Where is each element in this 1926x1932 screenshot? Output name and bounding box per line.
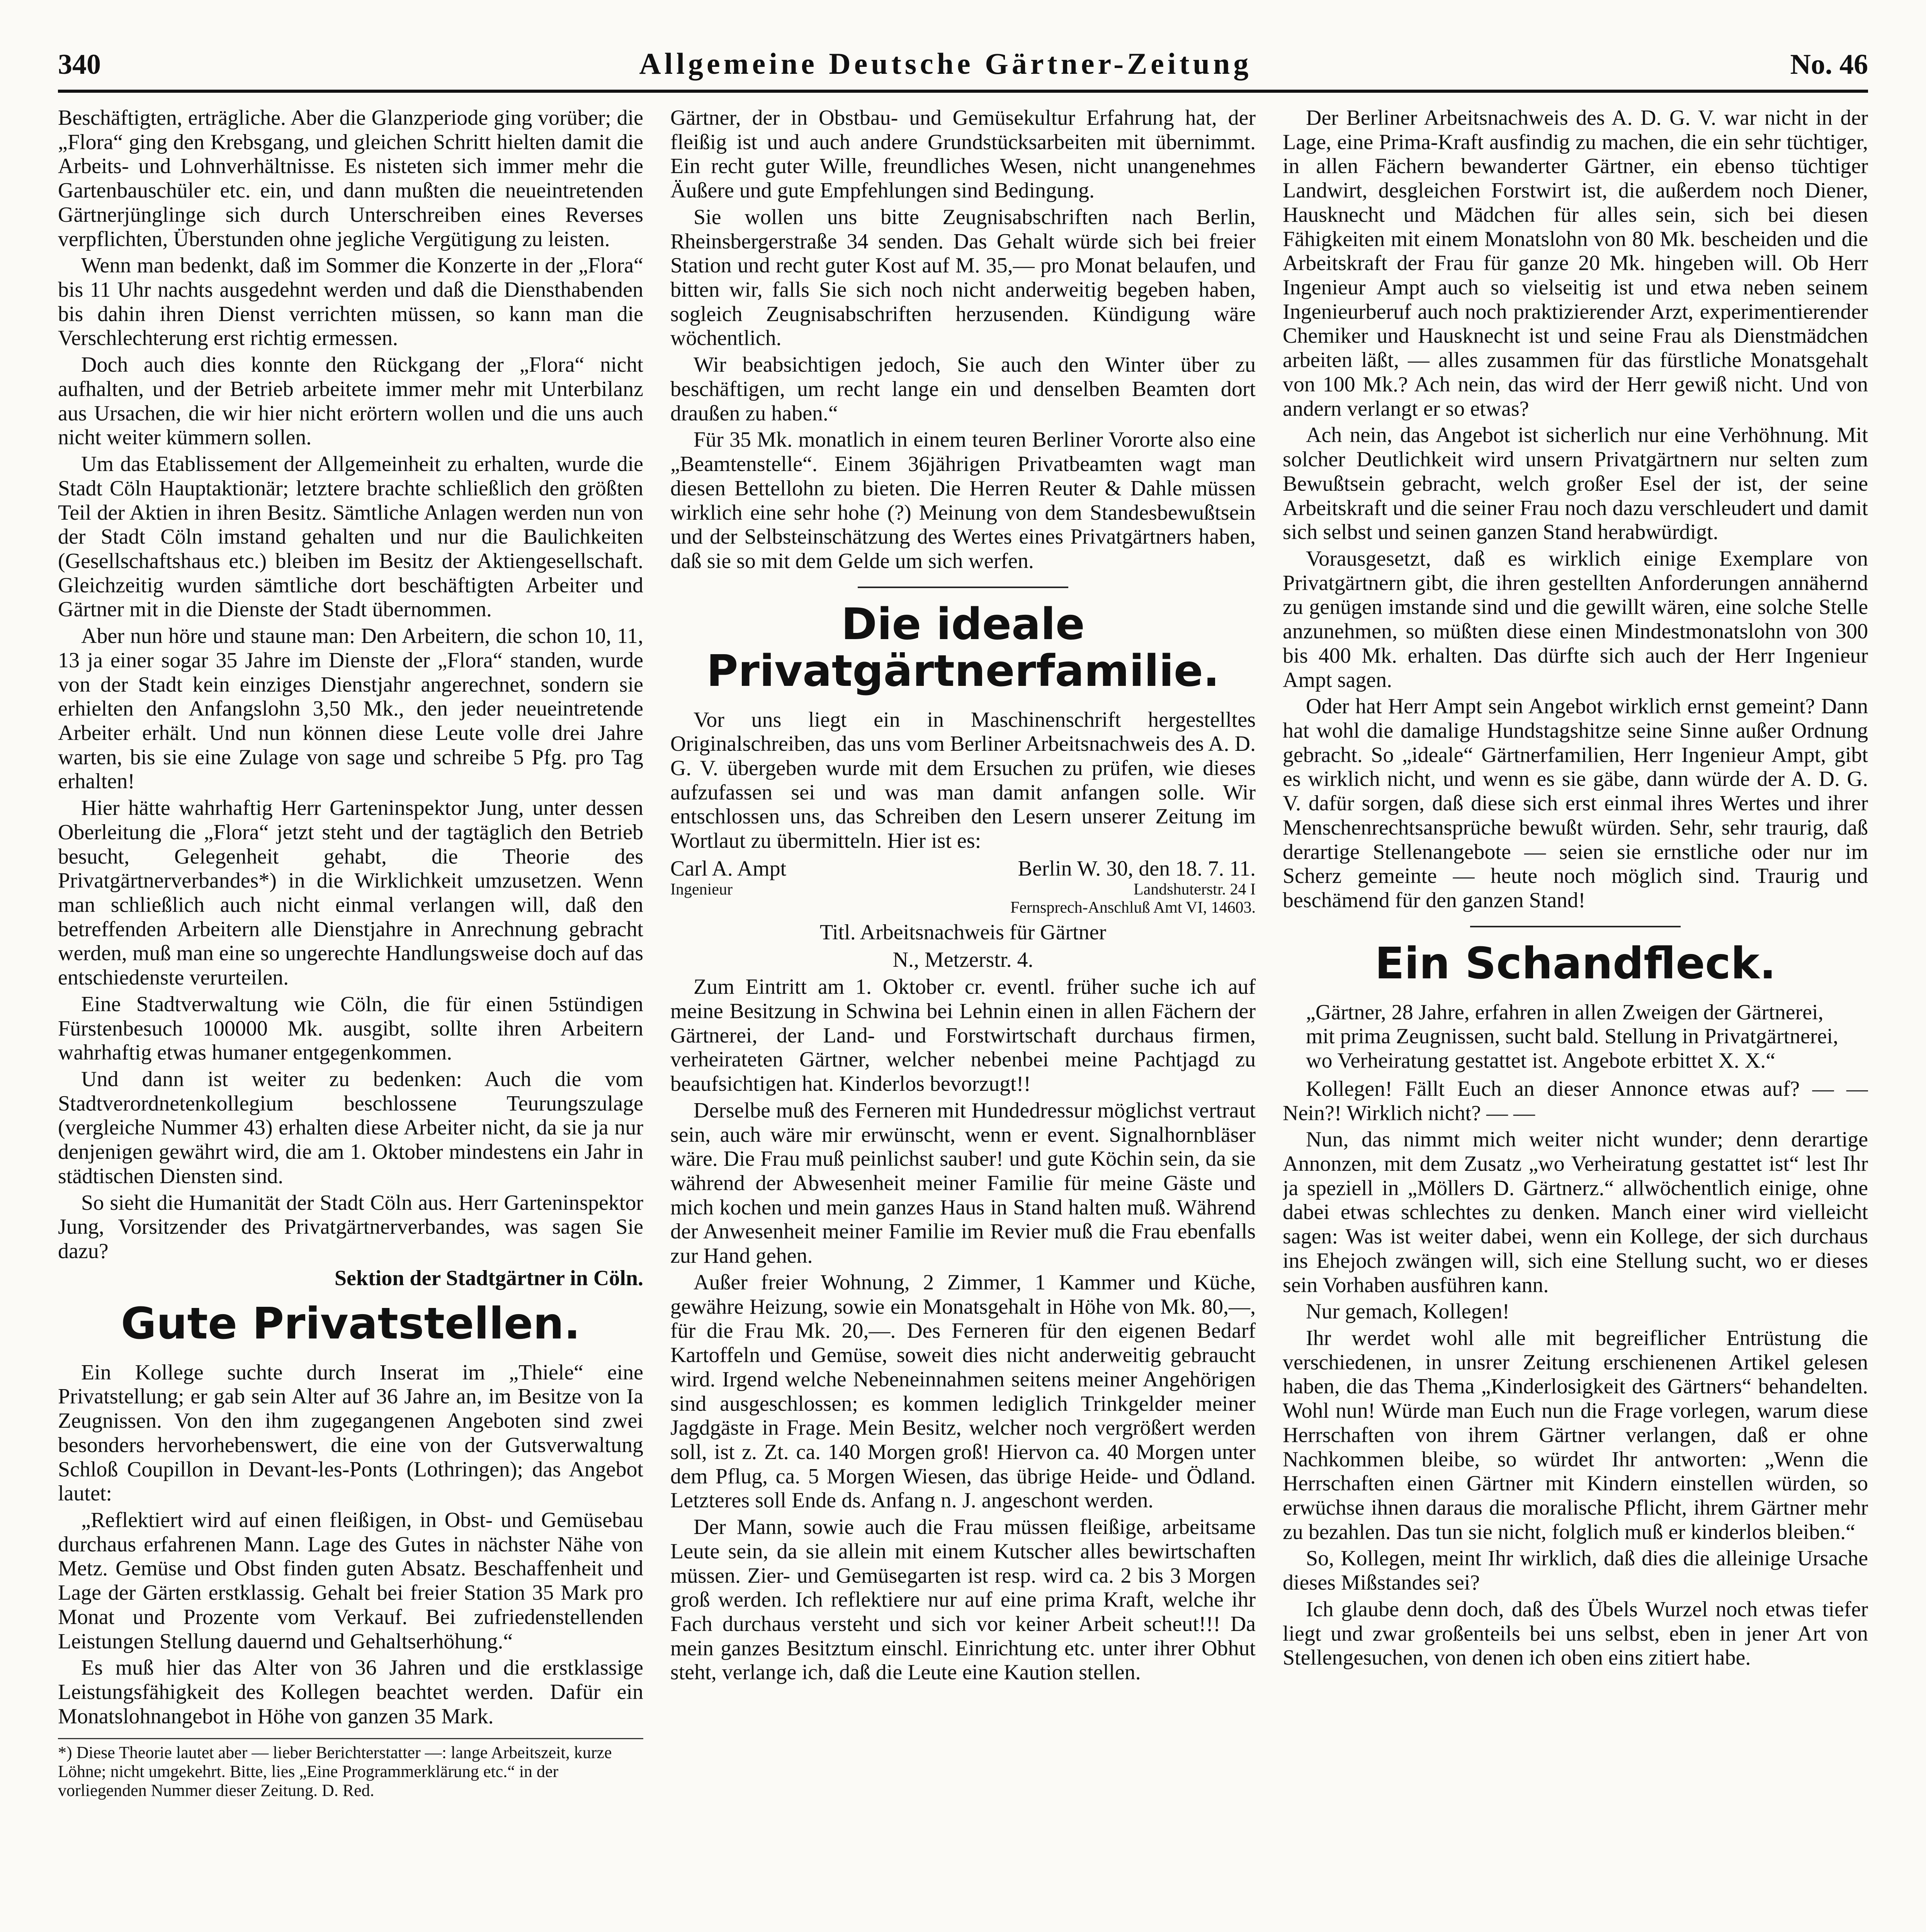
article-signature: Sektion der Stadtgärtner in Cöln. [334, 1266, 643, 1290]
paragraph: Der Berliner Arbeitsnachweis des A. D. G. V. war nicht in der Lage, eine Prima-Kraft ausfindig zu machen, die ein sehr tüchtiger, in allen Fächern bewanderter Gärtner, ein ebenso tüchtiger Landwirt, desgleichen Forstwirt ist, die außerdem noch Diener, Hausknecht und Mädchen für alles sein, sich bei diesen Fähigkeiten mit einem Monatslohn von 80 Mk. bescheiden und die Arbeitskraft der Frau für ganze 20 Mk. hingeben will. Ob Herr Ingenieur Ampt auch so vielseitig ist und etwa neben seinem Ingenieurberuf auch noch praktizierender Arzt, experimentierender Chemiker und Hausknecht ist und seine Frau als Dienstmädchen arbeiten läßt, — alles zusammen für das fürstliche Monatsgehalt von 100 Mk.? Ach nein, das wird der Herr gewiß nicht. Und von andern verlangt er so etwas? [1283, 106, 1868, 421]
letter-paragraph: Der Mann, sowie auch die Frau müssen fleißige, arbeitsame Leute sein, da sie allein mit einem Kutscher alles bewirtschaften müssen. Zier- und Gemüsegarten ist resp. wird ca. 2 bis 3 Morgen groß werden. Ich reflektiere nur auf eine prima Kraft, welche ihr Fach durchaus versteht und sich vor keiner Arbeit scheut!!! Da mein ganzes Besitztum einschl. Einrichtung etc. unter ihrer Obhut steht, verlange ich, daß die Leute eine Kaution stellen. [670, 1515, 1256, 1685]
letter-paragraph: Außer freier Wohnung, 2 Zimmer, 1 Kammer und Küche, gewähre Heizung, sowie ein Monatsgehalt in Höhe von Mk. 80,—, für die Frau Mk. 20,—. Des Ferneren für den eigenen Bedarf Kartoffeln und Gemüse, soweit dies nicht anderweitig gebraucht wird. Irgend welche Nebeneinnahmen seitens meiner Angehörigen sind ausgeschlossen; es kommen lediglich Trinkgelder meiner Jagdgäste in Frage. Mein Besitz, welcher noch vergrößert werden soll, ist z. Zt. ca. 140 Morgen groß! Hiervon ca. 40 Morgen unter dem Pflug, ca. 5 Morgen Wiesen, das übrige Heide- und Ödland. Letzteres soll Ende ds. Anfang n. J. angeschont werden. [670, 1270, 1256, 1513]
letter-paragraph: Zum Eintritt am 1. Oktober cr. eventl. früher suche ich auf meine Besitzung in Schwina bei Lehnin einen in allen Fächern der Gärtnerei, der Land- und Forstwirtschaft durchaus firmen, verheirateten Gärtner, welcher nebenbei meine Pachtjagd zu beaufsichtigen hat. Kinderlos bevorzugt!! [670, 975, 1256, 1096]
paragraph: Ein Kollege suchte durch Inserat im „Thiele“ eine Privatstellung; er gab sein Alter auf 36 Jahre an, im Besitze von Ia Zeugnissen. Von den ihm zugegangenen Angeboten sind zwei besonders hervorhebenswert, die eine von der Gutsverwaltung Schloß Coupillon in Devant-les-Ponts (Lothringen); das Angebot lautet: [58, 1360, 643, 1506]
letter-meta [1010, 857, 1256, 917]
paragraph: Wir beabsichtigen jedoch, Sie auch den Winter über zu beschäftigen, um recht lange ein und denselben Beamten dort draußen zu haben.“ [670, 353, 1256, 425]
letter-header [670, 857, 1256, 917]
paragraph: Nun, das nimmt mich weiter nicht wunder; denn derartige Annonzen, mit dem Zusatz „wo Verheiratung gestattet ist“ lest Ihr ja speziell in „Möllers D. Gärtnerz.“ allwöchentlich einige, ohne dabei etwas schlechtes zu denken. Manch einer wird vielleicht sagen: Was ist weiter dabei, wenn ein Kollege, der sich durchaus ins Ehejoch zwängen will, sich eine Stellung sucht, wo er dieses sein Vorhaben ausführen kann. [1283, 1128, 1868, 1297]
footnote: *) Diese Theorie lautet aber — lieber Berichterstatter —: lange Arbeitszeit, kurze Löhne; nicht umgekehrt. Bitte, lies „Eine Programmerklärung etc.“ in der vorliegenden Nummer dieser Zeitung. D. Red. [58, 1738, 643, 1800]
column-2 [670, 106, 1256, 1932]
paragraph: Gärtner, der in Obstbau- und Gemüsekultur Erfahrung hat, der fleißig ist und auch andere Grundstücksarbeiten mit übernimmt. Ein recht guter Wille, freundliches Wesen, nicht unangenehmes Äußere und gute Empfehlungen sind Bedingung. [670, 106, 1256, 203]
sender-title: Ingenieur [670, 881, 733, 899]
letter-phone: Fernsprech-Anschluß Amt VI, 14603. [1010, 898, 1256, 917]
quoted-advertisement: „Gärtner, 28 Jahre, erfahren in allen Zweigen der Gärtnerei, mit prima Zeugnissen, sucht bald. Stellung in Privatgärtnerei, wo Verheiratung gestattet ist. Angebote erbittet X. X.“ [1306, 1000, 1838, 1073]
paragraph: Beschäftigten, erträgliche. Aber die Glanzperiode ging vorüber; die „Flora“ ging den Krebsgang, und gleichen Schritt hielten damit die Arbeits- und Lohnverhältnisse. Es nisteten sich immer mehr die Gartenbauschüler etc. ein, und dann mußten die neueintretenden Gärtnerjünglinge sich durch Unterschreiben eines Reverses verpflichten, Überstunden ohne jegliche Vergütigung zu leisten. [58, 106, 643, 251]
text-columns [58, 106, 1868, 1932]
column-1 [58, 106, 643, 1932]
sender-name: Carl A. Ampt [670, 856, 787, 881]
paragraph: Nur gemach, Kollegen! [1306, 1299, 1510, 1324]
quoted-offer: „Reflektiert wird auf einen fleißigen, in Obst- und Gemüsebau durchaus erfahrenen Mann. Lage des Gutes in nächster Nähe von Metz. Gemüse und Obst finden guten Absatz. Beschaffenheit und Lage der Gärten erstklassig. Gehalt bei freier Station 35 Mark pro Monat und Prozente vom Verkauf. Bei zufriedenstellenden Leistungen Stellung dauernd und Gehaltserhöhung.“ [58, 1508, 643, 1653]
paragraph: Doch auch dies konnte den Rückgang der „Flora“ nicht aufhalten, und der Betrieb arbeitete immer mehr mit Unterbilanz aus Ursachen, die wir hier nicht erörtern wollen und die uns auch nicht weiter kümmern sollen. [58, 353, 643, 450]
paragraph: Für 35 Mk. monatlich in einem teuren Berliner Vororte also eine „Beamtenstelle“. Einem 36jährigen Privatbeamten wagt man diesen Bettellohn zu bieten. Die Herren Reuter & Dahle müssen wirklich eine sehr hohe (?) Meinung von dem Standesbewußtsein und der Selbsteinschätzung des Wertes eines Privatgärtners haben, daß sie so mit dem Gelde um sich werfen. [670, 428, 1256, 573]
heading-gute-privatstellen: Gute Privatstellen. [121, 1298, 581, 1349]
paragraph: So sieht die Humanität der Stadt Cöln aus. Herr Garteninspektor Jung, Vorsitzender des Privatgärtnerverbandes, was sagen Sie dazu? [58, 1190, 643, 1264]
paragraph: Aber nun höre und staune man: Den Arbeitern, die schon 10, 11, 13 ja einer sogar 35 Jahre im Dienste der „Flora“ standen, wurde von der Stadt kein einziges Dienstjahr angerechnet, sondern sie erhielten den Anfangslohn 3,50 Mk., den jeder neueintretende Arbeiter erhält. Und nun können diese Leute volle drei Jahre warten, bis sie eine Zulage von sage und schreibe 5 Pfg. pro Tag erhalten! [58, 624, 643, 794]
paragraph: Wenn man bedenkt, daß im Sommer die Konzerte in der „Flora“ bis 11 Uhr nachts ausgedehnt werden und daß die Diensthabenden bis dahin ihren Dienst verrichten müssen, so kann man die Verschlechterung erst richtig ermessen. [58, 253, 643, 350]
paragraph: Und dann ist weiter zu bedenken: Auch die vom Stadtverordnetenkollegium beschlossene Teurungszulage (vergleiche Nummer 43) erhalten diese Arbeiter nicht, da sie ja nur denjenigen gewährt wird, die am 1. Oktober mindestens ein Jahr in städtischen Diensten sind. [58, 1067, 643, 1188]
heading-ideale-privatgaertnerfamilie: Die ideale Privatgärtnerfamilie. [706, 599, 1220, 696]
paragraph: Ihr werdet wohl alle mit begreiflicher Entrüstung die verschiedenen, in unsrer Zeitung erschienenen Artikel gelesen haben, die das Thema „Kinderlosigkeit des Gärtners“ behandelten. Wohl nun! Würde man Euch nun die Frage vorlegen, warum diese Herrschaften von ihrem Gärtner verlangen, daß er ohne Nachkommen bleibe, so würdet Ihr antworten: „Wenn die Herrschaften einen Gärtner mit Kindern einstellen würden, so erwüchse ihnen daraus die moralische Pflicht, ihrem Gärtner mehr zu bezahlen. Das tun sie nicht, folglich muß er kinderlos bleiben.“ [1283, 1326, 1868, 1544]
paragraph: Oder hat Herr Ampt sein Angebot wirklich ernst gemeint? Dann hat wohl die damalige Hundstagshitze seine Sinne außer Ordnung gebracht. So „ideale“ Gärtnerfamilien, Herr Ingenieur Ampt, gibt es wirklich nicht, und wenn es sie gäbe, dann würde der A. D. G. V. dafür sorgen, daß diese sich erst einmal ihres Wertes und ihrer Menschenrechtsansprüche bewußt würden. Sehr, sehr traurig, daß derartige Stellenangebote — seien sie ernstliche oder nur im Scherz gemeinte — heute noch möglich sind. Traurig und beschämend für den ganzen Stand! [1283, 694, 1868, 912]
heading-ein-schandfleck: Ein Schandfleck. [1375, 938, 1776, 989]
paragraph: Es muß hier das Alter von 36 Jahren und die erstklassige Leistungsfähigkeit des Kollegen beachtet werden. Dafür ein Monatslohnangebot in Höhe von ganzen 35 Mark. [58, 1656, 643, 1728]
letter-recipient: Titl. Arbeitsnachweis für Gärtner [819, 920, 1107, 944]
page-header [58, 46, 1868, 93]
letter-recipient-address: N., Metzerstr. 4. [892, 947, 1034, 972]
newspaper-title: Allgemeine Deutsche Gärtner-Zeitung [639, 47, 1252, 80]
paragraph: So, Kollegen, meint Ihr wirklich, daß dies die alleinige Ursache dieses Mißstandes sei? [1283, 1546, 1868, 1595]
paragraph: Um das Etablissement der Allgemeinheit zu erhalten, wurde die Stadt Cöln Hauptaktionär; letztere brachte schließlich den größten Teil der Aktien in ihren Besitz. Sämtliche Anlagen werden nun von der Stadt Cöln imstand gehalten und nur die Baulichkeiten (Gesellschaftshaus etc.) bleiben im Besitz der Aktiengesellschaft. Gleichzeitig wurden sämtliche dort beschäftigten Arbeiter und Gärtner mit in die Dienste der Stadt übernommen. [58, 452, 643, 622]
paragraph: Ich glaube denn doch, daß des Übels Wurzel noch etwas tiefer liegt und zwar großenteils bei uns selbst, eben in jener Art von Stellengesuchen, von denen ich oben eins zitiert habe. [1283, 1597, 1868, 1670]
paragraph: Ach nein, das Angebot ist sicherlich nur eine Verhöhnung. Mit solcher Deutlichkeit wird unsern Privatgärtnern nur selten zum Bewußtsein gebracht, welch großer Esel der ist, der seine Arbeitskraft und die seiner Frau noch dazu verschleudert und damit sich selbst und seinen ganzen Stand herabwürdigt. [1283, 423, 1868, 544]
paragraph: Sie wollen uns bitte Zeugnisabschriften nach Berlin, Rheinsbergerstraße 34 senden. Das Gehalt würde sich bei freier Station und recht guter Kost auf M. 35,— pro Monat belaufen, und bitten wir, falls Sie sich noch nicht anderweitig begeben haben, sogleich Zeugnisabschriften herzusenden. Kündigung wäre wöchentlich. [670, 205, 1256, 350]
letter-address: Landshuterstr. 24 I [1133, 881, 1256, 899]
section-divider [858, 587, 1068, 588]
paragraph: Vor uns liegt ein in Maschinenschrift hergestelltes Originalschreiben, das uns vom Berliner Arbeitsnachweis des A. D. G. V. übergeben wurde mit dem Ersuchen zu prüfen, wie dieses aufzufassen sei und was man damit anfangen solle. Wir entschlossen uns, das Schreiben den Lesern unserer Zeitung im Wortlaut zu übermitteln. Hier ist es: [670, 707, 1256, 853]
column-3 [1283, 106, 1868, 1932]
paragraph: Hier hätte wahrhaftig Herr Garteninspektor Jung, unter dessen Oberleitung die „Flora“ jetzt steht und der tagtäglich den Betrieb besucht, Gelegenheit gehabt, die Theorie des Privatgärtnerverbandes*) in die Wirklichkeit umzusetzen. Wenn man schließlich auch nicht einmal verlangen will, daß den betreffenden Arbeitern alle Dienstjahre in Anrechnung gebracht werden, muß man eine so ungerechte Handlungsweise doch auf das entschiedenste verurteilen. [58, 796, 643, 990]
page-number: 340 [58, 49, 101, 80]
paragraph: Eine Stadtverwaltung wie Cöln, die für einen 5stündigen Fürstenbesuch 100000 Mk. ausgibt, sollte ihren Arbeitern wahrhaftig etwas humaner entgegenkommen. [58, 992, 643, 1065]
letter-place-date: Berlin W. 30, den 18. 7. 11. [1018, 856, 1256, 881]
issue-number: No. 46 [1790, 49, 1868, 80]
section-divider [1470, 926, 1681, 927]
letter-paragraph: Derselbe muß des Ferneren mit Hundedressur möglichst vertraut sein, auch wäre mir erwünscht, wenn er event. Signalhornbläser wäre. Die Frau muß peinlichst sauber! und gute Köchin sein, da sie während der Abwesenheit meiner Familie für meine Gäste und mich kochen und mein ganzes Haus in Stand halten muß. Während der Anwesenheit meiner Familie im Revier muß die Frau ebenfalls zur Hand gehen. [670, 1098, 1256, 1268]
paragraph: Kollegen! Fällt Euch an dieser Annonce etwas auf? — — Nein?! Wirklich nicht? — — [1283, 1077, 1868, 1125]
paragraph: Vorausgesetzt, daß es wirklich einige Exemplare von Privatgärtnern gibt, die ihren gestellten Anforderungen annähernd zu genügen imstande sind und die gewillt wären, eine solche Stelle anzunehmen, so müßten diese einen Mindestmonatslohn von 300 bis 400 Mk. erhalten. Das dürfte sich auch der Herr Ingenieur Ampt sagen. [1283, 546, 1868, 692]
letter-sender [670, 857, 786, 917]
